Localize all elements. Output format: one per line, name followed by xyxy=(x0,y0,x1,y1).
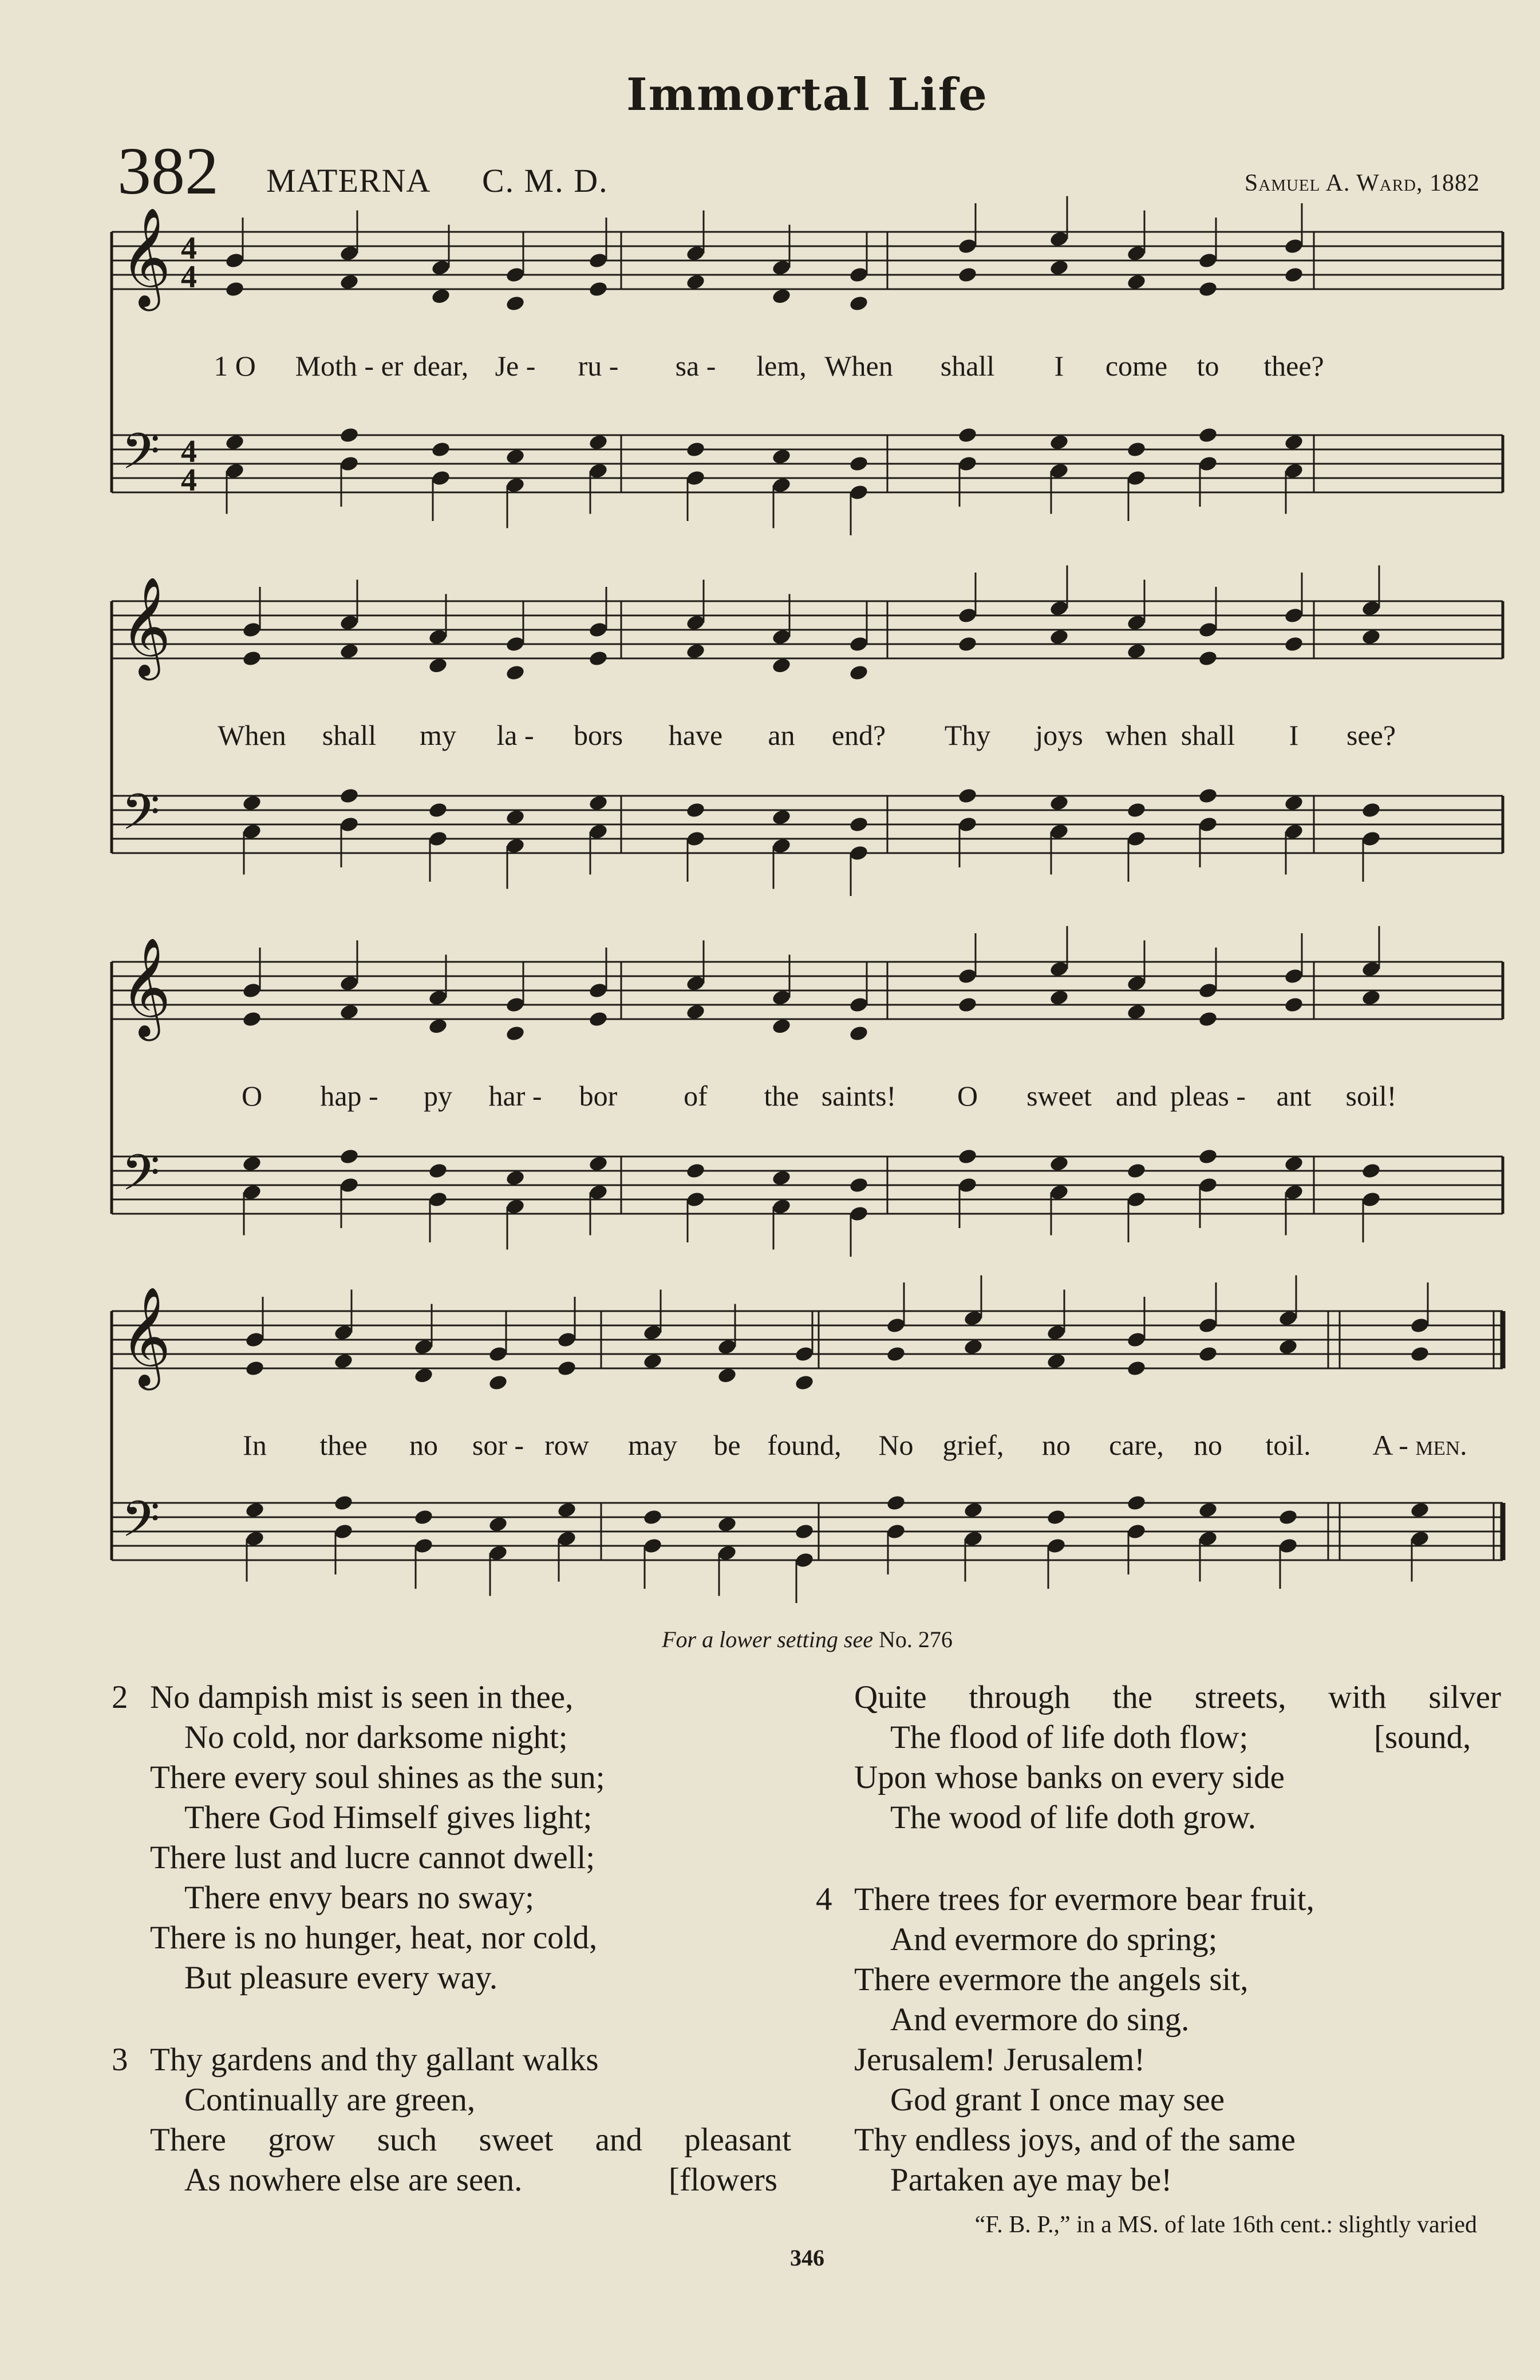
treble-note-low-s1-7 xyxy=(771,287,792,305)
lyric-s3-3: py xyxy=(424,1080,452,1112)
lyric-s2-13: I xyxy=(1289,719,1299,751)
lyric-s3-2: hap - xyxy=(320,1080,378,1112)
lyric-s1-10: I xyxy=(1054,350,1064,382)
lyric-s3-13: ant xyxy=(1276,1080,1312,1112)
bass-note-s3-5 xyxy=(588,1155,609,1173)
lyric-s4-8: found, xyxy=(767,1429,842,1461)
bass-note-s1-4 xyxy=(505,448,526,465)
verse-4-line-5: Jerusalem! Jerusalem! xyxy=(854,2042,1146,2078)
lyric-s1-11: come xyxy=(1105,350,1168,382)
treble-note-low-s1-1 xyxy=(224,281,245,298)
verse-4-line-2: And evermore do spring; xyxy=(890,1921,1218,1957)
treble-note-low-s2-13 xyxy=(1284,636,1304,653)
time-sig-top-2: 4 xyxy=(181,434,197,469)
treble-note-low-s2-11 xyxy=(1126,642,1147,660)
bass-note-s4-11 xyxy=(1046,1509,1067,1526)
bass-note-s4-8 xyxy=(794,1523,815,1541)
verse-3-line-8: The wood of life doth grow. xyxy=(890,1799,1256,1836)
lyric-s1-8: When xyxy=(824,350,893,382)
treble-note-low-s1-2 xyxy=(339,273,360,291)
treble-note-low-s2-2 xyxy=(339,642,360,660)
bass-note-s2-10 xyxy=(1049,794,1069,812)
verse-2-line-5: There lust and lucre cannot dwell; xyxy=(150,1840,595,1876)
bass-note-s3-6 xyxy=(685,1162,706,1180)
treble-note-low-s1-5 xyxy=(588,281,609,298)
lyric-s2-9: Thy xyxy=(944,719,991,751)
lyric-s1-9: shall xyxy=(940,350,995,382)
lyric-s2-11: when xyxy=(1105,719,1168,751)
treble-note-low-s2-10 xyxy=(1049,628,1069,646)
bass-note-s1-12 xyxy=(1198,427,1218,444)
verse-3-turnover-1: [flowers xyxy=(669,2162,777,2198)
lyric-s1-2: Moth - er xyxy=(295,350,404,382)
lyric-s1-7: lem, xyxy=(756,350,807,382)
verse-2-line-2: No cold, nor darksome night; xyxy=(184,1719,568,1755)
bass-note-s3-11 xyxy=(1126,1162,1147,1180)
bass-note-s3-7 xyxy=(771,1169,792,1187)
lyric-s1-13: thee? xyxy=(1263,350,1324,382)
lower-setting-number: No. 276 xyxy=(878,1627,953,1652)
lyric-s3-9: O xyxy=(957,1080,978,1112)
treble-note-low-s2-12 xyxy=(1198,650,1218,668)
bass-note-s1-7 xyxy=(771,448,792,465)
treble-note-low-s4-12 xyxy=(1126,1360,1147,1378)
bass-note-s4-12 xyxy=(1126,1494,1147,1512)
treble-note-low-s3-1 xyxy=(242,1011,262,1028)
bass-clef-icon-s4: 𝄢 xyxy=(121,1490,160,1560)
bass-note-s4-7 xyxy=(717,1515,737,1533)
time-sig-top-1: 4 xyxy=(181,231,197,266)
treble-note-low-s2-3 xyxy=(428,657,448,674)
bass-note-s2-11 xyxy=(1126,802,1147,819)
lyric-s4-11: no xyxy=(1042,1429,1071,1461)
lyric-s2-14: see? xyxy=(1346,719,1396,751)
lyric-s4-5: row xyxy=(544,1429,589,1461)
verse-2-line-6: There envy bears no sway; xyxy=(184,1880,534,1916)
treble-note-low-s3-9 xyxy=(957,996,978,1014)
verse-3-line-4: As nowhere else are seen. xyxy=(184,2162,523,2198)
treble-note-low-s2-1 xyxy=(242,650,262,668)
lyric-s3-1: O xyxy=(241,1080,263,1112)
bass-note-s4-4 xyxy=(488,1515,508,1533)
treble-note-low-s3-7 xyxy=(771,1017,792,1035)
treble-note-low-s3-10 xyxy=(1049,989,1069,1007)
bass-note-s2-12 xyxy=(1198,787,1218,805)
bass-note-s4-9 xyxy=(886,1494,906,1512)
bass-note-s4-13 xyxy=(1198,1501,1218,1519)
bass-note-s1-9 xyxy=(957,427,978,444)
bass-note-s2-9 xyxy=(957,787,978,805)
lyric-s4-2: thee xyxy=(319,1429,368,1461)
treble-note-low-s1-13 xyxy=(1284,266,1304,284)
treble-note-low-s3-3 xyxy=(428,1017,448,1035)
treble-note-low-s3-8 xyxy=(848,1025,869,1043)
lyric-s2-10: joys xyxy=(1035,719,1083,751)
lyric-s3-5: bor xyxy=(579,1080,618,1112)
lyric-s1-3: dear, xyxy=(413,350,469,382)
lyric-s4-9: No xyxy=(878,1429,914,1461)
treble-note-low-s1-10 xyxy=(1049,259,1069,277)
treble-note-low-s4-10 xyxy=(963,1338,984,1356)
time-sig-bottom-1: 4 xyxy=(181,259,197,295)
bass-note-s2-4 xyxy=(505,808,526,826)
time-sig-bottom-2: 4 xyxy=(181,463,197,498)
bass-clef-icon-s1: 𝄢 xyxy=(121,423,160,492)
lyric-s4-13: no xyxy=(1194,1429,1222,1461)
hymn-number: 382 xyxy=(117,133,219,208)
treble-clef-icon-s1: 𝄞 xyxy=(120,207,171,307)
bass-note-s4-6 xyxy=(642,1509,663,1526)
bass-note-s3-13 xyxy=(1284,1155,1304,1173)
treble-note-low-s4-14 xyxy=(1278,1338,1298,1356)
treble-note-low-s1-12 xyxy=(1198,281,1218,298)
treble-note-low-s3-11 xyxy=(1126,1003,1147,1021)
bass-note-s4-3 xyxy=(413,1509,434,1526)
lyric-s4-7: be xyxy=(713,1429,741,1461)
lyric-s2-1: When xyxy=(218,719,286,751)
verse-4-line-1: There trees for evermore bear fruit, xyxy=(854,1881,1314,1917)
treble-note-low-s4-2 xyxy=(333,1352,354,1370)
verse-3-line-3: There grow such sweet and pleasant xyxy=(150,2122,791,2158)
bass-note-s1-13 xyxy=(1284,433,1304,451)
treble-note-low-s1-11 xyxy=(1126,273,1147,291)
verse-4-line-4: And evermore do sing. xyxy=(890,2002,1190,2038)
lyric-s3-12: pleas - xyxy=(1170,1080,1246,1112)
bass-note-s1-1 xyxy=(224,433,245,451)
treble-note-low-s1-9 xyxy=(957,266,978,284)
treble-note-low-s1-4 xyxy=(505,295,526,313)
verse-2-line-4: There God Himself gives light; xyxy=(184,1799,593,1836)
lyric-s3-4: har - xyxy=(488,1080,542,1112)
bass-note-s1-3 xyxy=(431,441,451,459)
bass-note-s2-14 xyxy=(1361,802,1381,819)
treble-note-low-s2-5 xyxy=(588,650,609,668)
lyric-s2-8: end? xyxy=(831,719,886,751)
treble-note-low-s1-6 xyxy=(685,273,706,291)
lyric-s2-4: la - xyxy=(496,719,534,751)
treble-note-low-s2-9 xyxy=(957,636,978,653)
lyric-s4-6: may xyxy=(627,1429,678,1461)
treble-note-low-s4-7 xyxy=(717,1367,737,1384)
lyric-s2-5: bors xyxy=(573,719,623,751)
bass-note-s1-6 xyxy=(685,441,706,459)
treble-note-low-s4-5 xyxy=(556,1360,577,1378)
treble-clef-icon-s3: 𝄞 xyxy=(120,937,171,1037)
lyric-s4-15: A - men. xyxy=(1372,1429,1467,1461)
bass-note-s1-10 xyxy=(1049,433,1069,451)
verse-4-line-6: God grant I once may see xyxy=(890,2082,1225,2118)
lyric-s4-14: toil. xyxy=(1265,1429,1311,1461)
bass-note-s1-5 xyxy=(588,433,609,451)
verse-4-number: 4 xyxy=(816,1881,832,1917)
treble-note-low-s2-14 xyxy=(1361,628,1381,646)
bass-note-s1-2 xyxy=(339,427,360,444)
verse-3-turnover-2: [sound, xyxy=(1374,1719,1471,1755)
treble-note-low-s2-6 xyxy=(685,642,706,660)
verse-3-line-6: The flood of life doth flow; xyxy=(890,1719,1249,1755)
treble-note-low-s4-13 xyxy=(1198,1345,1218,1363)
lyric-s2-6: have xyxy=(668,719,723,751)
bass-clef-icon-s2: 𝄢 xyxy=(121,783,160,853)
treble-note-low-s2-8 xyxy=(848,664,869,682)
treble-note-low-s3-6 xyxy=(685,1003,706,1021)
treble-note-low-s2-7 xyxy=(771,657,792,674)
composer-credit: Samuel A. Ward, 1882 xyxy=(1244,170,1480,196)
lyric-s1-5: ru - xyxy=(578,350,619,382)
treble-note-low-s1-8 xyxy=(848,295,869,313)
bass-note-s4-15 xyxy=(1409,1501,1430,1519)
bass-note-s4-10 xyxy=(963,1501,984,1519)
verse-3-line-7: Upon whose banks on every side xyxy=(854,1759,1285,1795)
bass-note-s2-2 xyxy=(339,787,360,805)
lyric-s3-7: the xyxy=(764,1080,799,1112)
lyric-s4-12: care, xyxy=(1109,1429,1164,1461)
bass-note-s2-8 xyxy=(848,816,869,834)
treble-note-low-s3-2 xyxy=(339,1003,360,1021)
bass-note-s3-10 xyxy=(1049,1155,1069,1173)
lyric-s2-12: shall xyxy=(1180,719,1235,751)
verse-4-line-7: Thy endless joys, and of the same xyxy=(854,2122,1296,2158)
bass-clef-icon-s3: 𝄢 xyxy=(121,1144,160,1214)
lyric-s4-4: sor - xyxy=(472,1429,524,1461)
lyric-s3-14: soil! xyxy=(1345,1080,1397,1112)
treble-note-low-s3-13 xyxy=(1284,996,1304,1014)
verse-3-line-5: Quite through the streets, with silver xyxy=(854,1679,1501,1715)
treble-note-low-s4-6 xyxy=(642,1352,663,1370)
meter: C. M. D. xyxy=(482,162,609,199)
verse-2-line-7: There is no hunger, heat, nor cold, xyxy=(150,1920,598,1956)
verse-2-line-3: There every soul shines as the sun; xyxy=(150,1759,605,1795)
bass-note-s3-3 xyxy=(428,1162,448,1180)
lyric-s2-7: an xyxy=(768,719,795,751)
lower-setting-label: For a lower setting see xyxy=(662,1627,873,1652)
verse-3-line-2: Continually are green, xyxy=(184,2082,476,2118)
lyric-s3-11: and xyxy=(1115,1080,1158,1112)
lyric-s4-3: no xyxy=(409,1429,438,1461)
lyric-s1-6: sa - xyxy=(675,350,716,382)
lyric-s4-10: grief, xyxy=(942,1429,1004,1461)
section-title: Immortal Life xyxy=(626,69,988,121)
treble-note-low-s4-9 xyxy=(886,1345,906,1363)
treble-note-low-s3-14 xyxy=(1361,989,1381,1007)
bass-note-s3-14 xyxy=(1361,1162,1381,1180)
bass-note-s3-1 xyxy=(242,1155,262,1173)
lyric-s3-10: sweet xyxy=(1026,1080,1092,1112)
tune-name: MATERNA xyxy=(266,162,431,199)
treble-clef-icon-s4: 𝄞 xyxy=(120,1286,171,1386)
treble-note-low-s4-8 xyxy=(794,1374,815,1392)
bass-note-s2-1 xyxy=(242,794,262,812)
lyric-s1-4: Je - xyxy=(495,350,536,382)
bass-note-s4-14 xyxy=(1278,1509,1298,1526)
lyric-s1-1: 1 O xyxy=(214,350,256,382)
bass-note-s2-3 xyxy=(428,802,448,819)
bass-note-s4-2 xyxy=(333,1494,354,1512)
treble-note-low-s2-4 xyxy=(505,664,526,682)
verse-2-line-1: No dampish mist is seen in thee, xyxy=(150,1679,574,1715)
treble-note-low-s4-4 xyxy=(488,1374,508,1392)
bass-note-s2-6 xyxy=(685,802,706,819)
lyric-s2-2: shall xyxy=(322,719,377,751)
bass-note-s3-12 xyxy=(1198,1148,1218,1166)
verse-3-number: 3 xyxy=(112,2042,128,2078)
lower-setting-note xyxy=(0,1626,1540,1653)
treble-note-low-s4-15 xyxy=(1409,1345,1430,1363)
bass-note-s2-13 xyxy=(1284,794,1304,812)
treble-clef-icon-s2: 𝄞 xyxy=(120,577,171,676)
bass-note-s1-8 xyxy=(848,455,869,473)
bass-note-s3-8 xyxy=(848,1177,869,1194)
treble-note-low-s3-12 xyxy=(1198,1011,1218,1028)
verse-2-line-8: But pleasure every way. xyxy=(184,1960,498,1996)
bass-note-s4-5 xyxy=(556,1501,577,1519)
verse-3-line-1: Thy gardens and thy gallant walks xyxy=(150,2042,599,2078)
page-number: 346 xyxy=(790,2245,824,2271)
bass-note-s1-11 xyxy=(1126,441,1147,459)
treble-note-low-s4-3 xyxy=(413,1367,434,1384)
verse-4-line-8: Partaken aye may be! xyxy=(890,2162,1172,2198)
treble-note-low-s3-5 xyxy=(588,1011,609,1028)
bass-note-s2-5 xyxy=(588,794,609,812)
lyric-s4-1: In xyxy=(243,1429,267,1461)
bass-note-s3-2 xyxy=(339,1148,360,1166)
lyric-s3-8: saints! xyxy=(821,1080,897,1112)
treble-note-low-s1-3 xyxy=(431,287,451,305)
treble-note-low-s4-1 xyxy=(244,1360,265,1378)
text-attribution: “F. B. P.,” in a MS. of late 16th cent.: slightly varied xyxy=(974,2212,1477,2238)
bass-note-s3-9 xyxy=(957,1148,978,1166)
lyric-s3-6: of xyxy=(684,1080,708,1112)
bass-note-s3-4 xyxy=(505,1169,526,1187)
treble-note-low-s3-4 xyxy=(505,1025,526,1043)
verse-2-number: 2 xyxy=(112,1679,128,1715)
lyric-s1-12: to xyxy=(1197,350,1219,382)
bass-note-s4-1 xyxy=(244,1501,265,1519)
treble-note-low-s4-11 xyxy=(1046,1352,1067,1370)
bass-note-s2-7 xyxy=(771,808,792,826)
lyric-s2-3: my xyxy=(420,719,456,751)
verse-4-line-3: There evermore the angels sit, xyxy=(854,1961,1249,1998)
